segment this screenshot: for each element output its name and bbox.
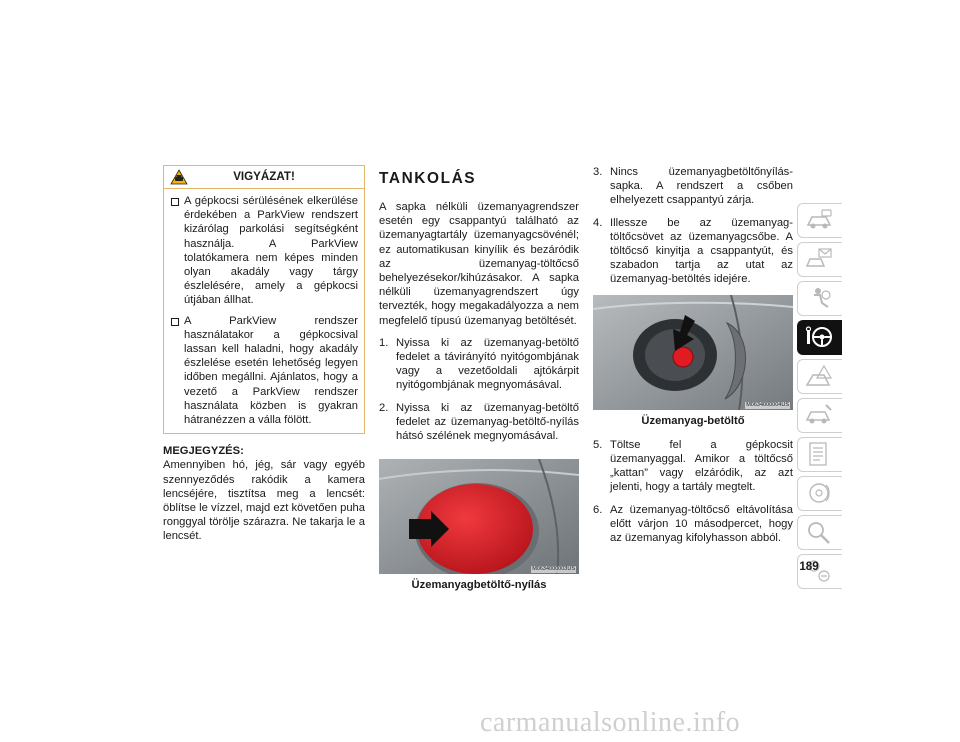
warning-item-text: A gépkocsi sérülésének elkerülése érdekében a ParkView rendszert kizárólag parkolási segítségként használja. A ParkView tolatókamera nem képes minden olyan akadály vagy tárgy észlelésére, amely a gépkocsi útjában állhat. bbox=[184, 195, 358, 307]
watermark: carmanualsonline.info bbox=[480, 707, 741, 738]
list-item-number: 2. bbox=[379, 401, 389, 414]
specifications-list-icon bbox=[804, 441, 834, 467]
fuel-filler-photo bbox=[593, 295, 793, 410]
multimedia-icon bbox=[804, 480, 834, 506]
tab-getting-to-know[interactable] bbox=[797, 242, 842, 277]
list-item bbox=[593, 438, 793, 495]
tab-index[interactable] bbox=[797, 515, 842, 550]
checkbox-bullet-icon bbox=[171, 318, 179, 326]
tab-introduction[interactable] bbox=[797, 203, 842, 238]
list-item-text: Töltse fel a gépkocsit üzemanyaggal. Amikor a töltőcső „kattan” vagy elzáródik, az azt jelenti, hogy a tartály megtelt. bbox=[610, 438, 793, 494]
left-column bbox=[163, 165, 365, 544]
figure-caption: Üzemanyagbetöltő-nyílás bbox=[411, 579, 547, 592]
roadside-warning-icon bbox=[804, 363, 834, 389]
car-message-icon bbox=[804, 246, 834, 272]
list-item-number: 6. bbox=[593, 503, 603, 516]
list-item-text: Az üzemanyag-töltőcső eltávolítása előtt várjon 10 másodpercet, hogy az üzemanyag kifolyhasson abból. bbox=[610, 503, 793, 545]
note-text: Amennyiben hó, jég, sár vagy egyéb szennyeződés rakódik a kamera lencséjére, tisztítsa meg a lencsét: öblítse le vízzel, majd ezt követően puha ronggyal törölje szárazra. Ne takarja le a lencsét. bbox=[163, 459, 365, 543]
middle-column bbox=[379, 165, 579, 602]
list-item-number: 5. bbox=[593, 438, 603, 451]
warning-item bbox=[170, 314, 358, 428]
figure-code: M0634000003US bbox=[532, 566, 575, 573]
page-number: 189 bbox=[799, 560, 819, 573]
list-item bbox=[593, 503, 793, 546]
tab-safety[interactable] bbox=[797, 281, 842, 316]
car-service-icon bbox=[804, 402, 834, 428]
airbag-seat-icon bbox=[804, 285, 834, 311]
car-dashboard-icon bbox=[804, 207, 834, 233]
tab-servicing[interactable] bbox=[797, 398, 842, 433]
figure-code: M0634000004US bbox=[746, 401, 789, 408]
list-item-text: Illessze be az üzemanyag-töltőcsövet az üzemanyagcsőbe. A töltőcső kinyitja a csappantyút, és szabadon tartja az utat az üzemanyag-betöltés idejére. bbox=[610, 216, 793, 286]
steering-wheel-icon bbox=[804, 324, 834, 350]
intro-paragraph: A sapka nélküli üzemanyagrendszer esetén egy csappantyú található az üzemanyagtartály üzemanyagcsövénél; ez automatikusan kinyílik és bezáródik az üzemanyag-töltőcső behelyezésekor/kihúzásakor. A sapka nélküli üzemanyagrendszert úgy tervezték, hogy megakadályozza a nem megfelelő típusú üzemanyag betöltését. bbox=[379, 201, 579, 327]
list-item-text: Nyissa ki az üzemanyag-betöltő fedelet az üzemanyag-betöltő-nyílás hátsó szélének megnyomásával. bbox=[396, 401, 579, 443]
list-item bbox=[593, 165, 793, 208]
warning-item bbox=[170, 194, 358, 308]
right-column bbox=[593, 165, 793, 553]
tab-starting-and-operating[interactable] bbox=[797, 320, 842, 355]
search-icon bbox=[804, 519, 834, 545]
list-item-text: Nincs üzemanyagbetöltőnyílás-sapka. A rendszert a csőben elhelyezett csappantyú zárja. bbox=[610, 166, 793, 207]
figure-caption: Üzemanyag-betöltő bbox=[641, 414, 745, 427]
warning-header bbox=[164, 166, 364, 189]
list-item-number: 3. bbox=[593, 166, 603, 178]
warning-title: VIGYÁZAT! bbox=[233, 170, 295, 183]
list-item-number: 4. bbox=[593, 216, 603, 229]
warning-car-icon bbox=[170, 169, 188, 193]
warning-item-text: A ParkView rendszer használatakor a gépkocsival lassan kell haladni, hogy akadály észlelése esetén lehetőség legyen időben megállni. Ajánlatos, hogy a vezető a ParkView rendszer használata közben is gyakran hátranézzen a válla fölött. bbox=[184, 314, 358, 427]
section-title: TANKOLÁS bbox=[379, 170, 477, 187]
list-item bbox=[593, 216, 793, 287]
tab-specifications[interactable] bbox=[797, 437, 842, 472]
list-item bbox=[379, 401, 579, 444]
checkbox-bullet-icon bbox=[171, 198, 179, 206]
list-item bbox=[379, 336, 579, 393]
fuel-door-photo bbox=[379, 459, 579, 574]
warning-body bbox=[164, 189, 364, 433]
chapter-tabs bbox=[797, 203, 843, 593]
note-heading: MEGJEGYZÉS: bbox=[163, 445, 244, 458]
list-item-text: Nyissa ki az üzemanyag-betöltő fedelet a távirányító nyitógombjának vagy a vezetőoldali ajtókárpit nyitógombjának megnyomásával. bbox=[396, 336, 579, 392]
tab-multimedia[interactable] bbox=[797, 476, 842, 511]
list-item-number: 1. bbox=[379, 336, 389, 349]
tab-in-case-of-emergency[interactable] bbox=[797, 359, 842, 394]
warning-box bbox=[163, 165, 365, 434]
